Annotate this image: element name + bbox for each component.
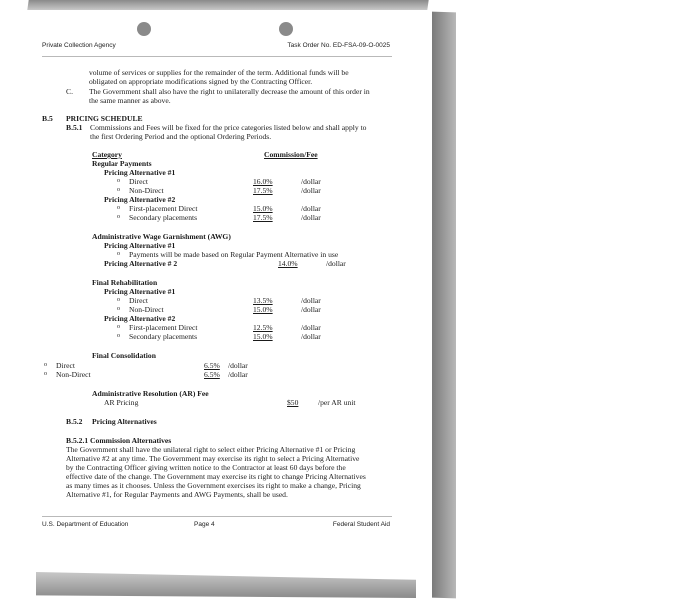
rehab-alt2-label: Pricing Alternative #2 [104,314,176,323]
paragraph-line: effective date of the change. The Government may exercise its right to change Pricing Alternatives [66,472,366,481]
column-header-category: Category [92,150,122,159]
rehab-direct-label: Direct [129,296,148,305]
section-b5-title: PRICING SCHEDULE [66,114,143,123]
footer-rule [42,516,392,517]
regular-nondirect-rate: 17.5% [253,186,273,195]
regular-alt2-label: Pricing Alternative #2 [104,195,176,204]
column-header-fee: Commission/Fee [264,150,318,159]
bullet-icon: o [44,371,47,377]
per-dollar-label: /dollar [301,204,321,213]
intro-line-2: obligated on appropriate modifications signed by the Contracting Officer. [89,77,313,86]
scan-shadow-right [432,12,456,599]
regular-alt1-label: Pricing Alternative #1 [104,168,176,177]
ar-pricing-label: AR Pricing [104,398,139,407]
rehab-title: Final Rehabilitation [92,278,158,287]
footer-left: U.S. Department of Education [42,521,129,528]
bullet-icon: o [117,306,120,312]
consolidation-title: Final Consolidation [92,351,156,360]
clause-c-line-2: the same manner as above. [89,96,171,105]
header-rule [42,56,392,57]
rehab-first-label: First-placement Direct [129,323,198,332]
per-dollar-label: /dollar [228,370,248,379]
section-b52-number: B.5.2 [66,417,83,426]
paragraph-line: The Government shall have the unilateral right to select either Pricing Alternative #1 or Pricing [66,445,356,454]
per-dollar-label: /dollar [301,177,321,186]
paragraph-line: Alternative #1, for Regular Payments and AWG Payments, shall be used. [66,490,288,499]
per-dollar-label: /dollar [301,186,321,195]
intro-line-1: volume of services or supplies for the remainder of the term. Additional funds will be [89,68,349,77]
section-b51-line-1: Commissions and Fees will be fixed for the price categories listed below and shall apply to [90,123,367,132]
regular-payments-title: Regular Payments [92,159,152,168]
footer-right: Federal Student Aid [332,521,390,528]
bullet-icon: o [117,324,120,330]
bullet-icon: o [117,297,120,303]
rehab-nondirect-rate: 15.0% [253,305,273,314]
awg-alt2-rate: 14.0% [278,259,298,268]
rehab-alt1-label: Pricing Alternative #1 [104,287,176,296]
bullet-icon: o [44,362,47,368]
clause-c-label: C. [66,87,73,96]
regular-first-label: First-placement Direct [129,204,198,213]
footer-page-number: Page 4 [194,521,215,528]
section-b521-title: B.5.2.1 Commission Alternatives [66,436,172,445]
per-dollar-label: /dollar [228,361,248,370]
consolidation-nondirect-rate: 6.5% [204,370,220,379]
regular-second-label: Secondary placements [129,213,198,222]
ar-price: $50 [287,398,299,407]
header-left: Private Collection Agency [42,42,116,49]
punch-hole-right-icon [279,22,293,36]
bullet-icon: o [117,214,120,220]
regular-direct-rate: 16.0% [253,177,273,186]
paragraph-line: as many times as it chooses. Unless the Government exercises its right to make a change, Pricing [66,481,361,490]
rehab-nondirect-label: Non-Direct [129,305,164,314]
section-b52-title: Pricing Alternatives [92,417,157,426]
awg-alt1-note: Payments will be made based on Regular Payment Alternative in use [129,250,339,259]
per-dollar-label: /dollar [301,296,321,305]
regular-first-rate: 15.0% [253,204,273,213]
bullet-icon: o [117,187,120,193]
per-dollar-label: /dollar [301,323,321,332]
consolidation-nondirect-label: Non-Direct [56,370,91,379]
bullet-icon: o [117,178,120,184]
section-b51-line-2: the first Ordering Period and the optional Ordering Periods. [90,132,272,141]
header-right: Task Order No. ED-FSA-09-O-0025 [287,42,390,49]
clause-c-line-1: The Government shall also have the right to unilaterally decrease the amount of this order in [89,87,370,96]
section-b51-number: B.5.1 [66,123,83,132]
ar-fee-title: Administrative Resolution (AR) Fee [92,389,209,398]
paragraph-line: Alternative #2 at any time. The Government may exercise its right to select a Pricing Alternative [66,454,360,463]
per-dollar-label: /dollar [301,213,321,222]
paragraph-line: by the Contracting Officer giving written notice to the Contractor at least 60 days before the [66,463,346,472]
regular-direct-label: Direct [129,177,148,186]
consolidation-direct-label: Direct [56,361,75,370]
rehab-second-rate: 15.0% [253,332,273,341]
rehab-second-label: Secondary placements [129,332,198,341]
rehab-first-rate: 12.5% [253,323,273,332]
bullet-icon: o [117,205,120,211]
per-dollar-label: /dollar [301,305,321,314]
consolidation-direct-rate: 6.5% [204,361,220,370]
bullet-icon: o [117,333,120,339]
section-b5-number: B.5 [42,114,53,123]
rehab-direct-rate: 13.5% [253,296,273,305]
ar-price-unit: /per AR unit [318,398,356,407]
bullet-icon: o [117,251,120,257]
awg-alt2-label: Pricing Alternative # 2 [104,259,178,268]
regular-second-rate: 17.5% [253,213,273,222]
awg-title: Administrative Wage Garnishment (AWG) [92,232,231,241]
per-dollar-label: /dollar [326,259,346,268]
regular-nondirect-label: Non-Direct [129,186,164,195]
punch-hole-left-icon [137,22,151,36]
per-dollar-label: /dollar [301,332,321,341]
awg-alt1-label: Pricing Alternative #1 [104,241,176,250]
